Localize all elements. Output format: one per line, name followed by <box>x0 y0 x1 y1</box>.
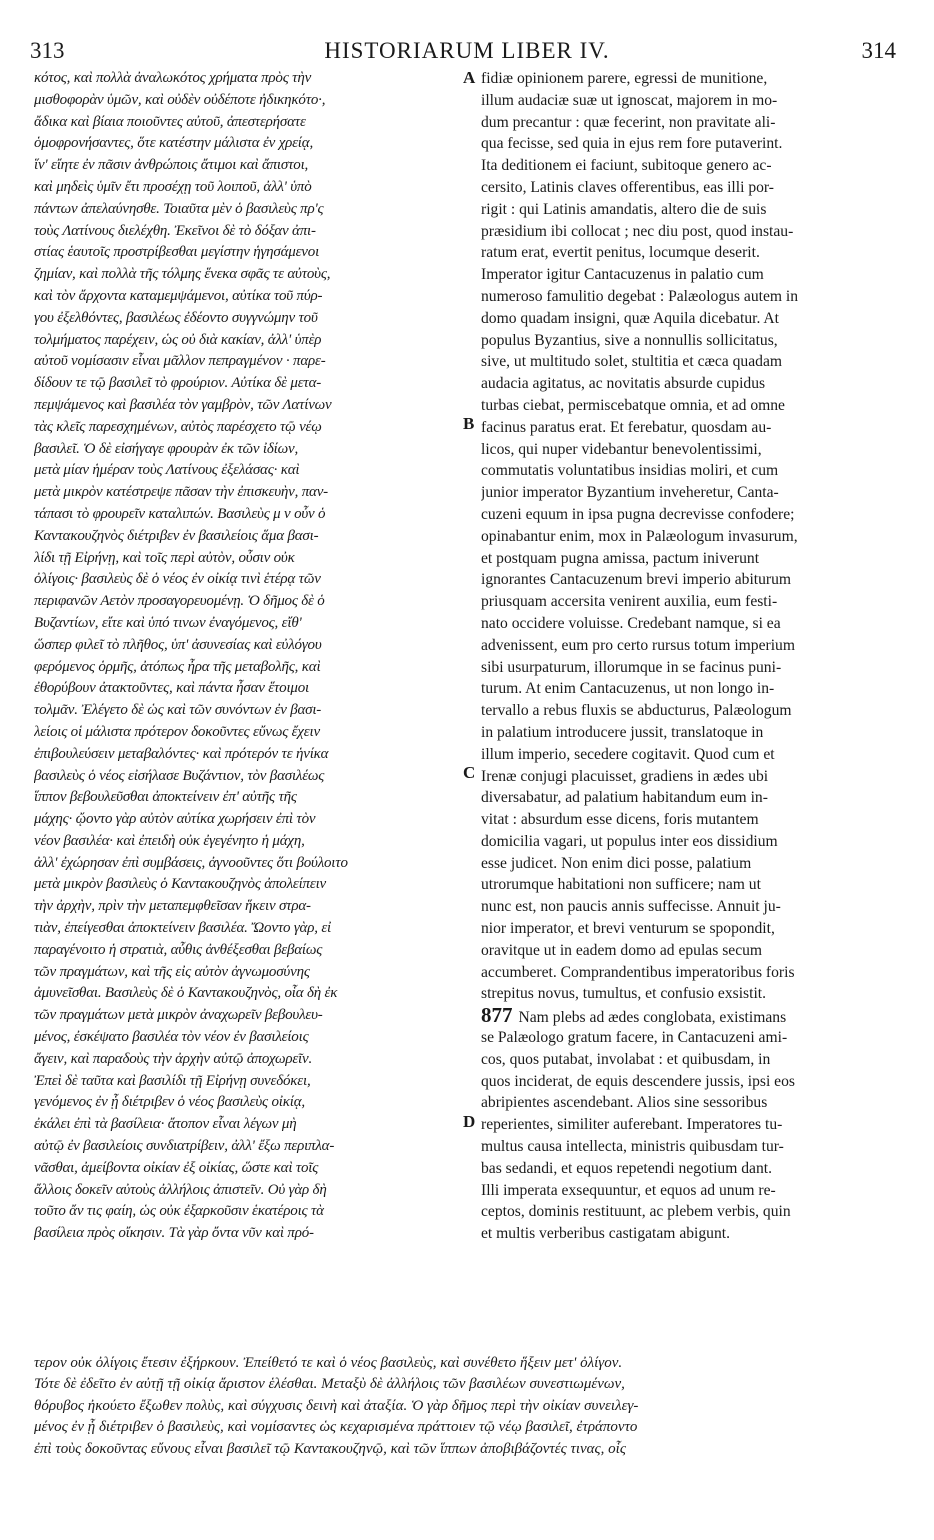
latin-text-line: Imperator igitur Cantacuzenus in palatio cum <box>481 266 764 284</box>
greek-text-line: αὐτῷ ἐν βασιλείοις συνδιατρίβειν, ἀλλ' ἔξω περιπλα- <box>34 1138 335 1155</box>
page-number-left: 313 <box>30 38 65 63</box>
margin-letter-b: B <box>463 414 475 433</box>
latin-text-line: dum precantur : quæ fecerint, non pravitate ali- <box>481 113 776 131</box>
greek-text-line: ὥσπερ φιλεῖ τὸ πλῆθος, ὑπ' ἀσυνεσίας καὶ εὐλόγου <box>34 636 322 653</box>
greek-text-line: Ἐπεὶ δὲ ταῦτα καὶ βασιλίδι τῇ Εἰρήνῃ συνεδόκει, <box>34 1072 311 1089</box>
latin-text-line: esse judicet. Non enim dici posse, palatium <box>481 854 752 872</box>
latin-text-line <box>481 1005 901 1027</box>
latin-text-line: domicilia vagari, ut populus inter eos dissidium <box>481 832 778 850</box>
greek-text-line: ἵν' εἴητε ἐν πᾶσιν ἀνθρώποις ἄτιμοι καὶ ἄπιστοι, <box>34 157 309 174</box>
greek-text-line: ἐπιβουλεύσειν μεταβαλόντες· καὶ πρότερόν τε ἡνίκα <box>34 745 329 762</box>
greek-text-line: τὰς κλεῖς παρεσχημένων, αὐτὸς παρέσχετο τῷ νέῳ <box>34 418 322 435</box>
greek-text-line: μένος, ἐσκέψατο βασιλέα τὸν νέον ἐν βασιλείοις <box>34 1029 309 1046</box>
greek-text-line: νέον βασιλέα· καὶ ἐπειδὴ οὐκ ἐγεγένητο ἡ μάχη, <box>34 832 305 849</box>
latin-text-line: cos, quos putabat, involabat : et quibusdam, in <box>481 1050 771 1068</box>
column-number-marker: 877 <box>481 1005 513 1028</box>
greek-text-line: πάντων ἀπελαύνησθε. Τοιαῦτα μὲν ὁ βασιλεὺς πρ'ς <box>34 200 324 217</box>
latin-text-line: turum. At enim Cantacuzenus, ut non longo in- <box>481 680 775 698</box>
margin-letter-a: A <box>463 68 476 87</box>
greek-text-line: γενόμενος ἐν ᾗ διέτριβεν ὁ νέος βασιλεὺς οἰκίᾳ, <box>34 1094 305 1111</box>
latin-text-line: abripientes ascendebant. Alios sine sessoribus <box>481 1094 768 1112</box>
latin-text-line: junior imperator Byzantium inveheretur, Canta- <box>481 484 779 502</box>
greek-text-line: ὁμοφρονήσαντες, ὅτε κατέστην μάλιστα ἐν χρείᾳ, <box>34 135 313 152</box>
latin-text-line: commutatis voluntatibus insidias moliri, et cum <box>481 462 779 480</box>
latin-text-line: illum imperio, secedere cogitavit. Quod cum et <box>481 745 775 763</box>
greek-text-line: βασιλεῖ. Ὁ δὲ εἰσήγαγε φρουρὰν ἐκ τῶν ἰδίων, <box>34 440 299 457</box>
greek-text-line: ὀλίγοις· βασιλεὺς δὲ ὁ νέος ἐν οἰκίᾳ τινὶ ἑτέρᾳ τῶν <box>34 571 321 588</box>
greek-text-line: ἀλλ' ἐχώρησαν ἐπὶ συμβάσεις, ἀγνοοῦντες ὅτι βούλοιτο <box>34 854 348 871</box>
latin-text-line: nunc est, non paucis annis suffecisse. Annuit ju- <box>481 898 781 916</box>
greek-text-line: τοῦτο ἄν τις φαίη, ὡς οὐκ ἐξαρκοῦσιν ἑκατέροις τὰ <box>34 1203 324 1220</box>
latin-text-line: cuzeni equum in ipsa pugna decrevisse confodere; <box>481 505 795 523</box>
greek-text-line: βασιλεὺς ὁ νέος εἰσήλασε Βυζάντιον, τὸν βασιλέως <box>34 767 325 784</box>
latin-text-line: ignorantes Cantacuzenum brevi imperio abiturum <box>481 571 792 589</box>
latin-text-line: in palatium introducere jussit, translatoque in <box>481 723 764 741</box>
latin-text-line: opinabantur enim, mox in Palæologum invasurum, <box>481 527 798 545</box>
latin-text-line: tervallo a rebus fluxis se abducturus, Palæologum <box>481 702 792 720</box>
latin-text-line: et multis verberibus castigatam abigunt. <box>481 1225 731 1243</box>
latin-text-line: præsidium ibi collocat ; nec diu post, quod instau- <box>481 222 794 240</box>
greek-text-line: λίδι τῇ Εἰρήνῃ, καὶ τοῖς περὶ αὐτὸν, οὖσιν οὐκ <box>34 549 295 566</box>
greek-text-line: λείοις οἱ μάλιστα πρότερον δοκοῦντες εὔνως ἔχειν <box>34 723 320 740</box>
latin-text-line: qua fecisse, sed quia in ejus rem fore putaverint. <box>481 135 783 153</box>
greek-text-line: Βυζαντίων, εἴτε καὶ ὑπό τινων ἐναγόμενος, εἴθ' <box>34 614 302 631</box>
greek-text-line: Καντακουζηνὸς διέτριβεν ἐν βασιλείοις ἅμα βασι- <box>34 527 319 544</box>
greek-text-line: μισθοφορὰν ὑμῶν, καὶ οὐδὲν οὐδέποτε ἠδικηκότο·, <box>34 91 326 108</box>
greek-text-line: αὐτοῦ νομίσασιν εἶναι μᾶλλον πεπραγμένον · παρε- <box>34 353 326 370</box>
latin-text-line: oravitque ut in eadem domo ad epulas secum <box>481 941 763 959</box>
latin-text-line: ratum erat, evertit penitus, locumque deserit. <box>481 244 760 262</box>
latin-text-line: Illi imperata exsequuntur, et equos ad unum re- <box>481 1181 776 1199</box>
greek-text-line: Τότε δὲ ἐδεῖτο ἐν αὐτῇ τῇ οἰκίᾳ ἄριστον ἑλέσθαι. Μεταξὺ δὲ ἀλλήλοις τῶν βασιλέων συνεστιωμένων, <box>34 1376 625 1393</box>
latin-text-line: nior imperator, et brevi venturum se spopondit, <box>481 920 775 938</box>
greek-text-line: ἄλλοις δοκεῖν αὐτοὺς ἀλλήλοις ἀπιστεῖν. Οὐ γὰρ δὴ <box>34 1181 327 1198</box>
latin-text-line: Ita deditionem ei faciunt, subitoque genero ac- <box>481 157 772 175</box>
greek-text-line: ἐπὶ τοὺς δοκοῦντας εὔνους εἶναι βασιλεῖ τῷ Καντακουζηνῷ, καὶ τῶν ἵππων ἀποβιβάζοντές τινας, οἷς <box>34 1440 626 1457</box>
greek-text-line: τιὰν, ἐπείγεσθαι ἀποκτείνειν βασιλέα. Ὤοντο γὰρ, εἰ <box>34 920 331 937</box>
greek-text-line: καὶ μηδεὶς ὑμῖν ἔτι προσέχῃ τοῦ λοιποῦ, ἀλλ' ὑπὸ <box>34 178 312 195</box>
greek-text-line: τῶν πραγμάτων μετὰ μικρὸν ἀναχωρεῖν βεβουλευ- <box>34 1007 323 1024</box>
margin-letter-c: C <box>463 763 476 782</box>
greek-text-line: τολμήματος παρέχειν, ὡς οὐ διὰ κακίαν, ἀλλ' ὑπὲρ <box>34 331 322 348</box>
greek-text-line: μάχης· ᾤοντο γὰρ αὐτὸν αὐτίκα χωρήσειν ἐπὶ τὸν <box>34 811 316 828</box>
greek-text-line: περιφανῶν Αετὸν προσαγορευομένῃ. Ὁ δῆμος δὲ ὁ <box>34 593 325 610</box>
latin-text-line: nato occidere voluisse. Credebant namque, si ea <box>481 614 781 632</box>
latin-text-line: cersito, Latinis claves offerentibus, eas illi por- <box>481 178 774 196</box>
greek-text-line: ἄδικα καὶ βίαια ποιοῦντες αὐτοῦ, ἀπεστερήσατε <box>34 113 306 130</box>
greek-text-line: νᾶσθαι, ἀμείβοντα οἰκίαν ἐξ οἰκίας, ὥστε καὶ τοῖς <box>34 1159 319 1176</box>
latin-text-line: illum audaciæ suæ ut ignoscat, majorem in mo- <box>481 91 778 109</box>
latin-text-line: multus causa intellecta, ministris quibusdam tur- <box>481 1138 784 1156</box>
greek-text-line: μετὰ μικρὸν βασιλεὺς ὁ Καντακουζηνὸς ἀπολείπειν <box>34 876 326 893</box>
latin-text-line: licos, qui nuper videbantur benevolentissimi, <box>481 440 762 458</box>
greek-text-line: ἵππον βεβουλεῦσθαι ἀποκτείνειν ἐπ' αὐτῆς τῆς <box>34 789 297 806</box>
latin-text-line: populus Byzantius, sive a nonnullis sollicitatus, <box>481 331 778 349</box>
latin-text-line: et postquam pugna amissa, pactum iniverunt <box>481 549 760 567</box>
greek-text-line: μένος ἐν ᾗ διέτριβεν ὁ βασιλεὺς, καὶ νομίσαντες ὡς κεχαρισμένα πράττοιεν τῷ νέῳ βασιλεῖ, ἐτράποντο <box>34 1419 638 1436</box>
latin-text-line: audacia agitatus, ac novitatis absurde cupidus <box>481 375 766 393</box>
running-title: HISTORIARUM LIBER IV. <box>324 38 610 63</box>
greek-text-line: πεμψάμενος καὶ βασιλέα τὸν γαμβρὸν, τῶν Λατίνων <box>34 396 332 413</box>
greek-text-line: ἐθορύβουν ἀτακτοῦντες, καὶ πάντα ἦσαν ἕτοιμοι <box>34 680 310 697</box>
greek-text-line: καὶ τὸν ἄρχοντα καταμεμψάμενοι, αὐτίκα τοῦ πύρ- <box>34 287 323 304</box>
latin-text-line: numeroso famulitio degebat : Palæologus autem in <box>481 287 799 305</box>
latin-text-line: diversabatur, ad palatium habitandum eum in- <box>481 789 768 807</box>
greek-text-line: φερόμενος ὁρμῆς, ἀτόπως ἦρα τῆς μεταβολῆς, καὶ <box>34 658 321 675</box>
greek-text-line: τάπασι τὸ φρουρεῖν καταλιπών. Βασιλεὺς μ ν οὖν ὁ <box>34 505 326 522</box>
greek-text-line: τερον οὐκ ὀλίγοις ἔτεσιν ἐξήρκουν. Ἐπείθετό τε καὶ ὁ νέος βασιλεὺς, καὶ συνέθετο ἥξειν μετ' ὀλίγον. <box>34 1355 623 1371</box>
page-number-right: 314 <box>861 38 896 63</box>
page-header <box>0 38 934 68</box>
latin-text-line: ceptos, dominis restituunt, ac plebem verbis, quin <box>481 1203 791 1221</box>
greek-text-line: τὴν ἀρχὴν, πρὶν τὴν μεταπεμφθεῖσαν ἥκειν στρα- <box>34 898 311 915</box>
latin-text-line: advenissent, eum pro certo rursus totum imperium <box>481 636 795 654</box>
latin-text-line: fidiæ opinionem parere, egressi de munitione, <box>481 70 768 87</box>
latin-text-line: turbas ciebat, permiscebatque omnia, et ad omne <box>481 396 785 414</box>
greek-column <box>34 68 458 1245</box>
latin-text-line: bas sedandi, et equos repetendi negotium dant. <box>481 1159 773 1177</box>
latin-text-line: utrorumque habitationi non sufficere; nam ut <box>481 876 761 894</box>
latin-text-line: Irenæ conjugi placuisset, gradiens in ædes ubi <box>481 767 769 785</box>
margin-letter-d: D <box>463 1112 476 1131</box>
latin-text-line: rigit : qui Latinis amandatis, altero die de suis <box>481 200 767 218</box>
greek-text-line: κότος, καὶ πολλὰ ἀναλωκότος χρήματα πρὸς τὴν <box>34 70 312 86</box>
latin-text-line: quos inciderat, de equis descendere jussis, ipsi eos <box>481 1072 795 1090</box>
greek-text-line: τοὺς Λατίνους διελέχθη. Ἐκεῖνοι δὲ τὸ δόξαν ἀπι- <box>34 222 316 239</box>
latin-text-line: vitat : absurdum esse dicens, foris mutantem <box>481 811 759 829</box>
greek-text-line: γου ἐξελθόντες, βασιλέως ἐδέοντο συγγνώμην τοῦ <box>34 309 318 326</box>
greek-text-line: ἄγειν, καὶ παραδοὺς τὴν ἀρχὴν αὐτῷ ἀποχωρεῖν. <box>34 1050 313 1067</box>
latin-text-line: strepitus novus, tumultus, et confusio exsistit. <box>481 985 767 1003</box>
greek-text-line: παραγένοιτο ἡ στρατιὰ, αὖθις ἀνθέξεσθαι βεβαίως <box>34 941 323 958</box>
latin-text-line: se Palæologo gratum facere, in Cantacuzeni ami- <box>481 1029 788 1047</box>
greek-text-line: βασίλεια πρὸς οἴκησιν. Τὰ γὰρ ὄντα νῦν καὶ πρό- <box>34 1225 314 1242</box>
greek-text-line: μετὰ μίαν ἡμέραν τοὺς Λατίνους ἐξελάσας· καὶ <box>34 462 300 479</box>
greek-text-line: στίας ἑαυτοῖς προστρίβεσθαι μεγίστην ἡγησάμενοι <box>34 244 320 261</box>
greek-text-line: θόρυβος ἠκούετο ἔξωθεν πολὺς, καὶ σύγχυσις δεινὴ καὶ ἀταξία. Ὁ γὰρ δῆμος περὶ τὴν οἰκίαν συνειλεγ- <box>34 1397 639 1414</box>
latin-text-line: priusquam accersita venirent auxilia, eum festi- <box>481 593 778 611</box>
latin-text-line: facinus paratus erat. Et ferebatur, quosdam au- <box>481 418 772 436</box>
text-line-content: Nam plebs ad ædes conglobata, existimans <box>518 1009 787 1027</box>
greek-text-line: δίδουν τε τῷ βασιλεῖ τὸ φρούριον. Αὐτίκα δὲ μετα- <box>34 375 322 392</box>
latin-text-line: accumberet. Comprandentibus imperatoribus foris <box>481 963 795 981</box>
greek-text-line: τολμᾶν. Ἐλέγετο δὲ ὡς καὶ τῶν συνόντων ἐν βασι- <box>34 702 322 719</box>
greek-text-line: ζημίαν, καὶ πολλὰ τῆς τόλμης ἕνεκα σφᾶς τε αὐτοὺς, <box>34 266 331 283</box>
latin-text-line: sibi usurpaturum, illorumque in se facinus puni- <box>481 658 782 676</box>
latin-text-line: sive, ut multitudo solet, stultitia et cæca quadam <box>481 353 782 371</box>
greek-text-line: ἐκάλει ἐπὶ τὰ βασίλεια· ἄτοπον εἶναι λέγων μὴ <box>34 1116 297 1133</box>
latin-column <box>481 68 901 1245</box>
latin-text-line: domo quadam insigni, quæ Aquila dicebatur. At <box>481 309 779 327</box>
greek-continuation <box>34 1353 902 1460</box>
greek-text-line: τῶν πραγμάτων, καὶ τῆς εἰς αὐτὸν ἀγνωμοσύνης <box>34 963 310 980</box>
greek-text-line: μετὰ μικρὸν κατέστρεψε πᾶσαν τὴν ἐπισκευὴν, παν- <box>34 484 328 501</box>
greek-text-line: ἀμυνεῖσθαι. Βασιλεὺς δὲ ὁ Καντακουζηνὸς, οἷα δὴ ἐκ <box>34 985 338 1002</box>
latin-text-line: reperientes, similiter auferebant. Imperatores tu- <box>481 1116 783 1134</box>
